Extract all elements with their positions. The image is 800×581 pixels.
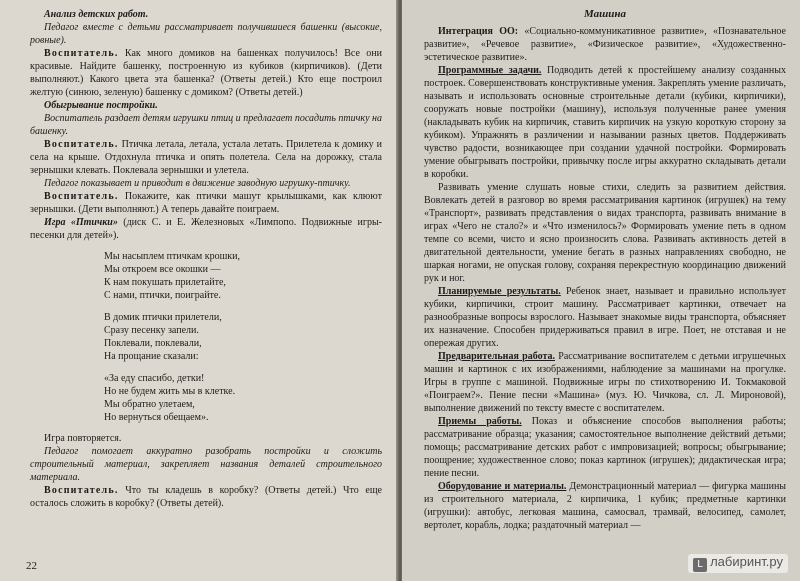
- section-text: Рассматривание воспитателем с детьми игрушечных машин и картинок с их изображениями, наблюдение за машинами на прогулке. Игры в группе с машиной. Подвижные игры по стихотворению И. Токмаковой «Поиграем?». Пение песни «Машина» (муз. Ю. Чичкова, сл. Л. Мироновой), выполнение движений по тексту вместе с воспитателем.: [424, 351, 786, 414]
- poem-line: На прощание сказали:: [104, 351, 199, 362]
- stanza-gap: [104, 302, 382, 311]
- game-label: Игра «Птички»: [44, 217, 118, 228]
- paragraph: [424, 415, 786, 480]
- poem-line: К нам покушать прилетайте,: [104, 277, 226, 288]
- section-label: Программные задачи.: [438, 65, 542, 76]
- page-title: Машина: [583, 8, 626, 20]
- paragraph: Педагог показывает и приводит в движение заводную игрушку-птичку.: [44, 178, 351, 189]
- paragraph: [30, 138, 382, 177]
- speaker-text: Как много домиков на башенках получилось! Все они красивые. Найдите башенку, построенную из кубиков (кирпичиков). (Дети выполняют.) Какого цвета эта башенка? (Ответы детей.) Кто еще построил желтую (синюю, зеленую) башенку с домиком? (Ответы детей.): [30, 48, 382, 98]
- paragraph: [424, 64, 786, 181]
- speaker-text: Что ты кладешь в коробку? (Ответы детей.) Что еще осталось сложить в коробку? (Ответы детей).: [30, 485, 382, 509]
- paragraph: [30, 484, 382, 510]
- poem-line: Сразу песенку запели.: [104, 325, 199, 336]
- game-text: (диск С. и Е. Железновых «Лимпопо. Подвижные игры-песенки для детей»).: [30, 217, 383, 241]
- page-number: 22: [26, 560, 37, 572]
- right-text-column: [424, 8, 786, 532]
- poem: [104, 250, 382, 424]
- poem-line: В домик птички прилетели,: [104, 312, 222, 323]
- speaker-text: Покажите, как птички машут крылышками, как клюют зернышки. (Дети выполняют.) А теперь давайте поиграем.: [30, 191, 382, 215]
- speaker-label: Воспитатель.: [44, 48, 119, 59]
- watermark-text: лабиринт.ру: [710, 554, 783, 569]
- section-text: Подводить детей к простейшему анализу созданных построек. Совершенствовать конструктивные умения. Закреплять умение различать, называть и использовать основные строительные детали (кубики, кирпичики), сооружать новые постройки (машину), используя полученные ранее умения (накладывать кубик на кирпичик, ставить кирпичик на узкую короткую сторону за кубиком). Упражнять в различении и назывании разных цветов. Поддерживать чувство радости, возникающее при создании удачной постройки. Формировать умение обыгрывать постройки, привычку после игры аккуратно складывать детали в коробки.: [424, 65, 786, 180]
- paragraph: Педагог вместе с детьми рассматривает получившиеся башенки (высокие, ровные).: [30, 22, 382, 46]
- paragraph: [30, 47, 382, 99]
- watermark-logo: [688, 554, 788, 573]
- section-label: Планируемые результаты.: [438, 286, 561, 297]
- section-text: Показ и объяснение способов выполнения работы; рассматривание образца; указания; самостоятельное выполнение действий детьми; помощь; рассматривание детских работ с импровизацией; вопросы; обыгрывание; поощрение; художественное слово; показ картинок (игрушек); дидактическая игра; пение песни.: [424, 416, 786, 479]
- section-label: Предварительная работа.: [438, 351, 555, 362]
- poem-line: Мы обратно улетаем,: [104, 399, 195, 410]
- paragraph: Игра повторяется.: [44, 433, 122, 444]
- left-text-column: [30, 8, 382, 510]
- paragraph: [424, 25, 786, 64]
- paragraph: Воспитатель раздает детям игрушки птиц и предлагает посадить птичку на башенку.: [30, 113, 382, 137]
- section-label: Оборудование и материалы.: [438, 481, 567, 492]
- section-text: Ребенок знает, называет и правильно использует кубики, кирпичики, строит машину. Рассматривает картинки, отвечает на разнообразные вопросы взрослого. Называет знакомые виды транспорта, объясняет их назначение. Способен придерживаться правил в игре. Поет, не отставая и не опережая других.: [424, 286, 786, 349]
- poem-line: Мы насыплем птичкам крошки,: [104, 251, 241, 262]
- paragraph: [424, 285, 786, 350]
- stanza-gap: [104, 363, 382, 372]
- poem-line: С нами, птички, поиграйте.: [104, 290, 221, 301]
- poem-line: «За еду спасибо, детки!: [104, 373, 205, 384]
- left-page: [0, 0, 398, 581]
- poem-line: Поклевали, поклевали,: [104, 338, 202, 349]
- paragraph: [30, 190, 382, 216]
- section-label: Приемы работы.: [438, 416, 522, 427]
- section-heading: Анализ детских работ.: [44, 9, 149, 20]
- paragraph: Развивать умение слушать новые стихи, следить за развитием действия. Вовлекать детей в разговор во время рассматривания картинок (игрушек) на тему «Транспорт», развивать представления о видах транспорта, развивать внимание в играх «Чего не стало?» и «Что изменилось?» Формировать умение петь в одном темпе со всеми, чисто и ясно произносить слова. Развивать активность детей в двигательной деятельности, умение бегать в разных направлениях свободно, не шаркая ногами, не опуская голову, сохраняя перекрестную координацию движений рук и ног.: [424, 182, 786, 284]
- section-text: «Социально-коммуникативное развитие», «Познавательное развитие», «Речевое развитие», «Физическое развитие», «Художественно-эстетическое развитие».: [424, 26, 786, 63]
- labirint-logo-icon: L: [693, 558, 707, 572]
- speaker-text: Птичка летала, летала, устала летать. Прилетела к домику и села на крыше. Отдохнула птичка и опять полетела. Села на дорожку, стала зернышки клевать. Поклевала зернышки и улетела.: [30, 139, 382, 176]
- paragraph: [424, 480, 786, 532]
- section-label: Интеграция ОО:: [438, 26, 519, 37]
- paragraph: [30, 216, 382, 242]
- poem-line: Но вернуться обещаем».: [104, 412, 209, 423]
- right-page: [402, 0, 800, 581]
- section-text: Демонстрационный материал — фигурка машины из строительного материала, 2 кирпичика, 1 кубик; предметные картинки (игрушки): автобус, легковая машина, самосвал, трамвай, велосипед, самолет, вертолет, корабль, лодка; раздаточный материал —: [424, 481, 787, 531]
- speaker-label: Воспитатель.: [44, 139, 119, 150]
- section-heading: Обыгрывание постройки.: [44, 100, 158, 111]
- poem-line: Мы откроем все окошки —: [104, 264, 221, 275]
- speaker-label: Воспитатель.: [44, 191, 119, 202]
- poem-line: Но не будем жить мы в клетке.: [104, 386, 236, 397]
- speaker-label: Воспитатель.: [44, 485, 119, 496]
- paragraph: Педагог помогает аккуратно разобрать постройки и сложить строительный материал, закрепляет названия деталей строительного материала.: [30, 446, 382, 483]
- paragraph: [424, 350, 786, 415]
